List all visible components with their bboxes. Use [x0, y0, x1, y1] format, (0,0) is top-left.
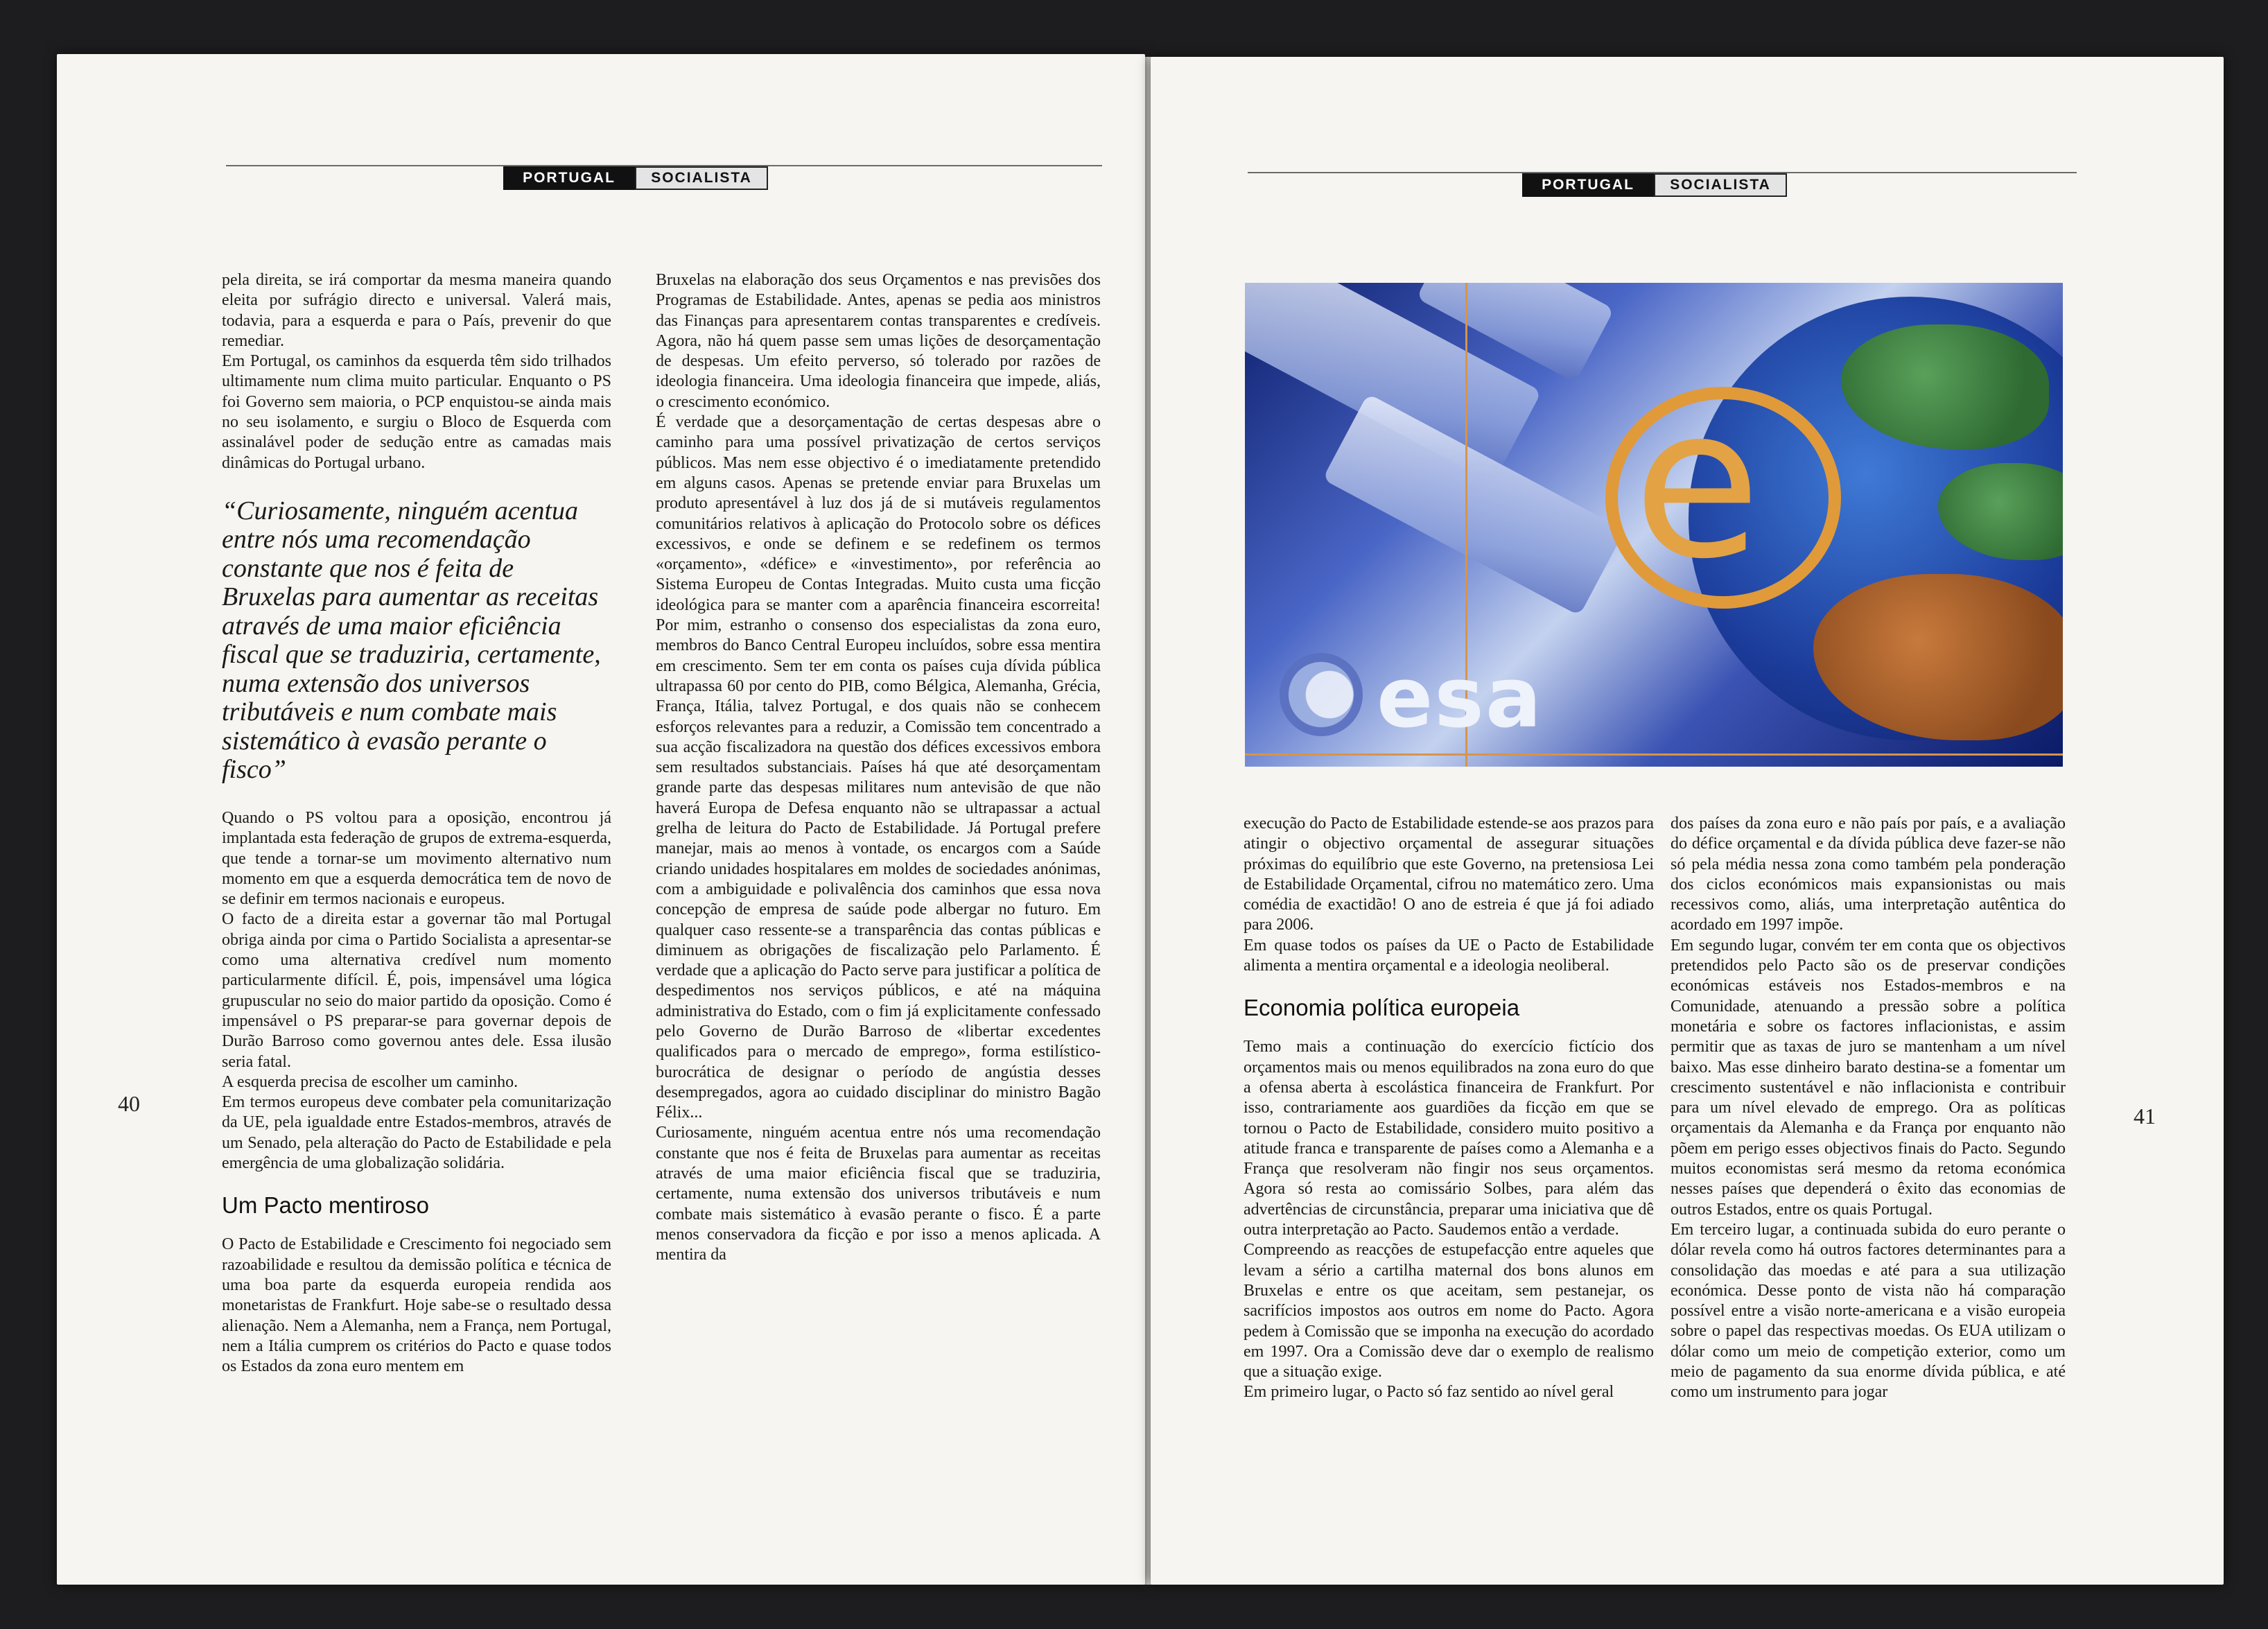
decorative-line [1245, 753, 2063, 756]
paragraph: Em primeiro lugar, o Pacto só faz sentido ao nível geral [1244, 1383, 1614, 1402]
paragraph: Bruxelas na elaboração dos seus Orçamentos e nas previsões dos Programas de Estabilidade. Antes, apenas se pedia aos ministros das Finanças para apresentarem contas transparentes e credíveis. Agora, não há quem passe sem umas lições de desorçamentação de despesas. Um efeito perverso, só tolerado por razões de ideologia financeira. Uma ideologia financeira que impede, aliás, o crescimento económico. [656, 271, 1101, 411]
esa-logo-text: esa [1377, 650, 1543, 747]
esa-logo-icon [1280, 653, 1363, 736]
paragraph: execução do Pacto de Estabilidade estende-se aos prazos para atingir o objectivo orçamental de assegurar situações próximas do equilíbrio que este Governo, na pretensiosa Lei de Estabilidade Orçamental, cifrou no matemático zero. Uma comédia de exactidão! O ano de estreia é que já foi adiado para 2006. [1244, 814, 1654, 934]
header-tabs [503, 166, 768, 190]
paragraph: Compreendo as reacções de estupefacção entre aqueles que levam a sério a cartilha maternal dos bons alunos em Bruxelas e entre os que aceitam, sem pestanejar, os sacrifícios impostos aos outros em nome do Pacto. Agora pedem à Comissão que se imponha na execução do acordado em 1997. Ora a Comissão deve dar o exemplo de realismo que a situação exige. [1244, 1241, 1654, 1382]
header-tab-socialista: SOCIALISTA [635, 166, 768, 190]
right-page-column-1 [1244, 814, 1654, 1403]
paragraph: Em quase todos os países da UE o Pacto de Estabilidade alimenta a mentira orçamental e a ideologia neoliberal. [1244, 936, 1654, 975]
left-page [57, 54, 1145, 1585]
header-tab-portugal: PORTUGAL [503, 166, 635, 190]
section-heading: Um Pacto mentiroso [222, 1192, 429, 1219]
paragraph: O facto de a direita estar a governar tão mal Portugal obriga ainda por cima o Partido Socialista a apresentar-se como uma alternativa credível num momento particularmente difícil. É, pois, impensável uma lógica grupuscular no seio do maior partido da oposição. Como é impensável o PS preparar-se para governar depois de Durão Barroso como governou antes dele. Essa ilusão seria fatal. [222, 910, 611, 1071]
e-symbol: e [1633, 363, 1761, 604]
paragraph: Quando o PS voltou para a oposição, encontrou já implantada esta federação de grupos de extrema-esquerda, que tende a tornar-se um movimento alternativo num momento em que a esquerda democrática tem de novo de se definir em termos nacionais e europeus. [222, 808, 611, 909]
paragraph: Temo mais a continuação do exercício fictício dos orçamentos mais ou menos equilibrados na zona euro do que a ofensa aberta à escolástica financeira de Frankfurt. Por isso, contrariamente aos guardiões da ficção em que se tornou o Pacto de Estabilidade, considero muito positivo a atitude franca e transparente de países como a Alemanha e a França que resolveram não fingir nos seus orçamentos. Agora só resta ao comissário Solbes, para além das advertências de circunstância, preparar uma iniciativa que dê outra interpretação ao Pacto. Saudemos então a verdade. [1244, 1038, 1654, 1239]
paragraph: Em segundo lugar, convém ter em conta que os objectivos pretendidos pelo Pacto são os de preservar condições económicas estáveis nos Estados-membros e na Comunidade, atenuando a pressão sobre a política monetária e sobre os factores inflacionistas, e assim permitir que as taxas de juro se mantenham a um nível baixo. Mas esse dinheiro barato destina-se a fomentar um crescimento sustentável e não inflacionista e contribuir para um nível elevado de emprego. Ora as políticas orçamentais da Alemanha e da França por enquanto não põem em perigo esses objectivos finais do Pacto. Segundo muitos economistas será mesmo da retoma económica nesses países que dependerá o êxito das economias de outros Estados, entre os quais Portugal. [1671, 936, 2066, 1219]
paragraph: dos países da zona euro e não país por país, e a avaliação do défice orçamental e da dívida pública deve fazer-se não só pela média nessa zona como também pela ponderação dos ciclos económicos mais expansionistas ou mais recessivos como, aliás, uma interpretação autêntica do acordado em 1997 impõe. [1671, 814, 2066, 934]
page-number: 40 [118, 1091, 140, 1116]
header-tabs [1522, 173, 1787, 197]
right-page [1151, 57, 2224, 1585]
paragraph: Curiosamente, ninguém acentua entre nós uma recomendação constante que nos é feita de Bruxelas para aumentar as receitas através de uma maior eficiência fiscal que se traduziria, certamente, numa extensão dos universos tributáveis e num combate mais sistemático à evasão perante o fisco. É a parte menos conservadora da ficção e por isso a menos aplicada. A mentira da [656, 1124, 1101, 1264]
paragraph: Em terceiro lugar, a continuada subida do euro perante o dólar revela como há outros factores determinantes para a consolidação das moedas e até para a sua utilização económica. Desse ponto de vista não há comparação possível entre a visão norte-americana e a visão europeia sobre o papel das respectivas moedas. Os EUA utilizam o dólar como um meio de competição exterior, como um meio de pagamento da sua enorme dívida pública, e até como um instrumento para jogar [1671, 1220, 2066, 1402]
header-tab-portugal: PORTUGAL [1522, 173, 1654, 197]
paragraph: É verdade que a desorçamentação de certas despesas abre o caminho para uma possível privatização de certos serviços públicos. Mas nem esse objectivo é o imediatamente pretendido em alguns casos. Apenas se pretende enviar para Bruxelas um produto apresentável à luz dos já de si mutáveis regulamentos comunitários relativos à aplicação do Protocolo sobre os défices excessivos, e onde se definem e se redefinem os termos «orçamento», «défice» e «investimento», por referência ao Sistema Europeu de Contas Integradas. Muito custa uma ficção ideológica para se manter com a aparência financeira escorreita! Por mim, estranho o consenso dos especialistas da zona euro, membros do Banco Central Europeu incluídos, sobre essa mentira em crescimento. Sem ter em conta os países cuja dívida pública ultrapassa 60 por cento do PIB, como Bélgica, Alemanha, Grécia, França, Itália, talvez Portugal, e dos quais não se conhecem esforços relevantes para a reduzir, a Comissão tem concentrado a sua acção fiscalizadora na questão dos défices excessivos embora sem resultados substanciais. Países há que até desorçamentam grande parte das despesas militares num antevisão de que não haverá Europa de Defesa enquanto não se ultrapassar a actual grelha de leitura do Pacto de Estabilidade. Já Portugal prefere manejar, mais ao menos à vontade, os encargos com a Saúde criando unidades hospitalares em moldes de sociedades anónimas, com a ambiguidade e polivalência dos caminhos que essa nova concepção de empresa de saúde pode albergar no futuro. Em qualquer caso ressente-se a transparência das contas públicas e diminuem as obrigações de fiscalização pelo Parlamento. É verdade que a aplicação do Pacto serve para justificar a política de despedimentos nos serviços públicos, e até na máquina administrativa do Estado, com o fim já explicitamente confessado pelo Governo de Durão Barroso de «libertar excedentes qualificados para o mercado de emprego», forma estilístico-burocrática de designar o período de angústia desses desempregados, agora ao cuidado disciplinar do ministro Bagão Félix... [656, 413, 1101, 1122]
landmass [1813, 574, 2063, 740]
pull-quote: “Curiosamente, ninguém acentua entre nós uma recomendação constante que nos é feita de Bruxelas para aumentar as receitas através de uma maior eficiência fiscal que se traduziria, certamente, numa extensão dos universos tributáveis e num combate mais sistemático à evasão perante o fisco” [222, 496, 601, 785]
landmass [1841, 324, 2049, 449]
section-heading: Economia política europeia [1244, 995, 1520, 1021]
paragraph: A esquerda precisa de escolher um caminho. [222, 1072, 518, 1091]
paragraph: Em Portugal, os caminhos da esquerda têm sido trilhados ultimamente num clima muito particular. Enquanto o PS foi Governo sem maioria, o PCP enquistou-se ainda mais no seu isolamento, e surgiu o Bloco de Esquerda com assinalável poder de sedução entre as camadas mais dinâmicas do Portugal urbano. [222, 352, 611, 472]
header-tab-socialista: SOCIALISTA [1654, 173, 1787, 197]
left-page-column-1 [222, 270, 611, 1377]
landmass [1938, 463, 2063, 560]
right-page-column-2 [1671, 814, 2066, 1403]
paragraph: pela direita, se irá comportar da mesma maneira quando eleita por sufrágio directo e universal. Valerá mais, todavia, para a esquerda e para o País, prevenir do que remediar. [222, 271, 611, 350]
paragraph: Em termos europeus deve combater pela comunitarização da UE, pela igualdade entre Estados-membros, através de um Senado, pela alteração do Pacto de Estabilidade e pela emergência de uma globalização solidária. [222, 1093, 611, 1173]
page-number: 41 [2134, 1104, 2156, 1129]
esa-illustration [1245, 283, 2063, 767]
paragraph: O Pacto de Estabilidade e Crescimento foi negociado sem razoabilidade e resultou da demissão política e técnica de uma boa parte da esquerda europeia rendida aos monetaristas de Frankfurt. Hoje sabe-se o resultado dessa alienação. Nem a Alemanha, nem a França, nem Portugal, nem a Itália cumprem os critérios do Pacto e quase todos os Estados da zona euro mentem em [222, 1235, 611, 1376]
left-page-column-2 [656, 270, 1101, 1266]
